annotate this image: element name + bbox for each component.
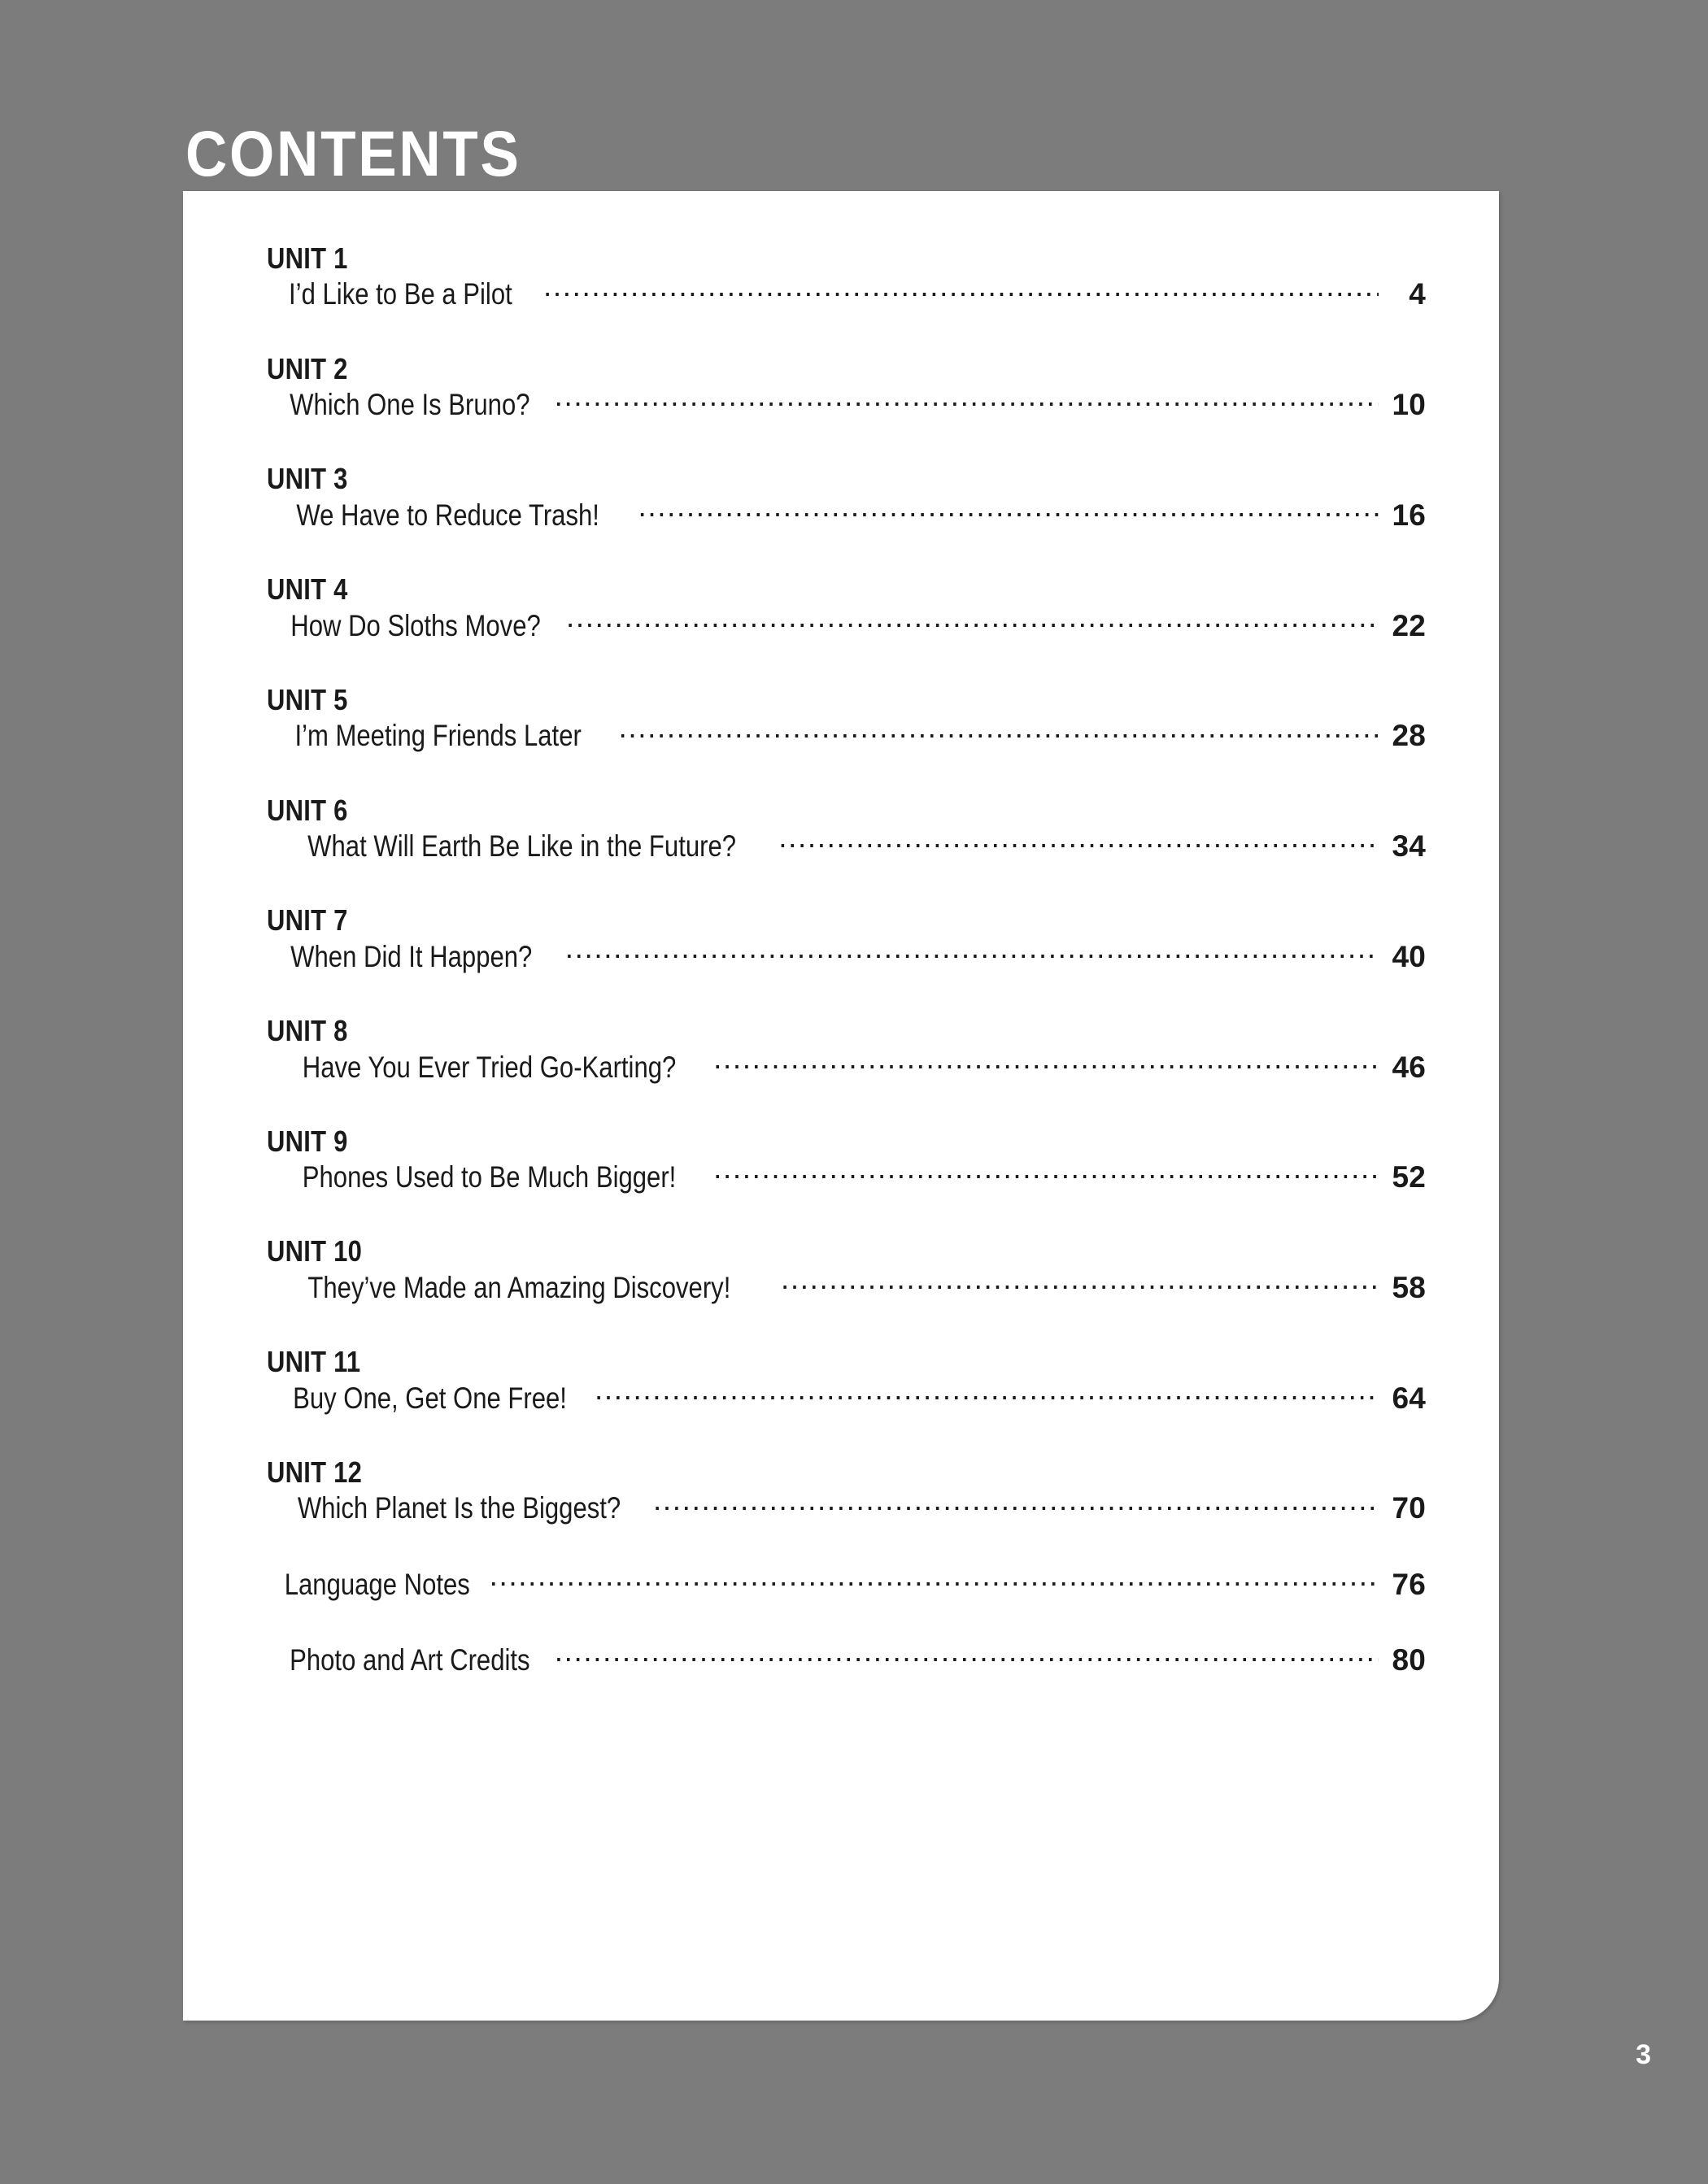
toc-entry-page-number: 34 [1392,829,1426,864]
toc-entry[interactable] [267,1642,1426,1679]
toc-entry[interactable] [267,241,1426,314]
toc-entry[interactable] [267,903,1426,976]
toc-entry-line[interactable] [267,1566,1426,1603]
toc-entry-title: They’ve Made an Amazing Discovery! [307,1270,731,1304]
toc-entry-line[interactable] [267,1490,1426,1527]
dot-leader [778,843,1379,856]
toc-entry[interactable] [267,1345,1426,1417]
toc-entry-line[interactable] [267,1380,1426,1417]
toc-entry-title: When Did It Happen? [290,939,533,973]
dot-leader [595,1395,1379,1408]
toc-entry-line[interactable] [267,386,1426,424]
dot-leader [565,954,1379,967]
toc-entry[interactable] [267,1014,1426,1086]
toc-entry-page-number: 22 [1392,608,1426,642]
toc-entry-line[interactable] [267,828,1426,865]
page-folio-number: 3 [1636,2039,1651,2070]
toc-entry-line[interactable] [267,1159,1426,1196]
toc-entry-line[interactable] [267,497,1426,534]
toc-entry-title: Which Planet Is the Biggest? [297,1491,621,1525]
toc-entry-page-number: 64 [1392,1381,1426,1415]
unit-label: UNIT 4 [267,572,348,607]
unit-label: UNIT 8 [267,1014,348,1048]
toc-entry-title: How Do Sloths Move? [290,608,541,642]
unit-label: UNIT 6 [267,793,348,827]
unit-label: UNIT 10 [267,1234,363,1268]
unit-label: UNIT 9 [267,1124,348,1158]
dot-leader [781,1285,1379,1298]
toc-entry-page-number: 76 [1392,1567,1426,1601]
unit-label: UNIT 11 [267,1345,361,1379]
toc-entry-line[interactable] [267,276,1426,313]
toc-entry-title: Phones Used to Be Much Bigger! [302,1160,677,1194]
toc-entry-title: I’d Like to Be a Pilot [289,277,512,311]
dot-leader [490,1581,1379,1594]
toc-entry-line[interactable] [267,1269,1426,1307]
dot-leader [543,291,1379,304]
toc-entry-line[interactable] [267,607,1426,645]
toc-entry-page-number: 46 [1392,1050,1426,1084]
dot-leader [713,1064,1379,1077]
toc-entry-page-number: 4 [1409,277,1426,311]
toc-entry[interactable] [267,683,1426,755]
toc-entry[interactable] [267,1234,1426,1307]
contents-panel [183,191,1499,2021]
dot-leader [638,512,1379,525]
toc-entry-page-number: 28 [1392,719,1426,753]
toc-entry-page-number: 80 [1392,1642,1426,1677]
unit-label: UNIT 5 [267,682,348,716]
dot-leader [653,1505,1379,1518]
toc-entry-line[interactable] [267,1049,1426,1086]
page-title: CONTENTS [185,116,521,189]
unit-label: UNIT 3 [267,462,348,496]
dot-leader [713,1174,1379,1187]
dot-leader [555,402,1379,415]
table-of-contents-list [267,241,1426,1679]
toc-entry-title: I’m Meeting Friends Later [294,719,582,753]
toc-entry-page-number: 10 [1392,388,1426,422]
toc-entry-title: What Will Earth Be Like in the Future? [307,829,737,864]
toc-entry[interactable] [267,352,1426,424]
toc-entry[interactable] [267,1455,1426,1528]
toc-entry-title: Photo and Art Credits [290,1642,530,1677]
unit-label: UNIT 1 [267,241,348,275]
toc-entry-title: Language Notes [284,1567,470,1601]
toc-entry-page-number: 52 [1392,1160,1426,1194]
toc-entry-title: Have You Ever Tried Go-Karting? [302,1050,677,1084]
toc-entry[interactable] [267,462,1426,534]
toc-entry-line[interactable] [267,717,1426,755]
dot-leader [619,733,1379,746]
toc-entry-page-number: 40 [1392,939,1426,973]
toc-entry[interactable] [267,1566,1426,1603]
toc-entry-line[interactable] [267,1642,1426,1679]
toc-entry-page-number: 58 [1392,1270,1426,1304]
unit-label: UNIT 7 [267,903,348,938]
toc-entry-title: We Have to Reduce Trash! [296,498,599,532]
dot-leader [555,1657,1379,1670]
toc-entry[interactable] [267,794,1426,866]
toc-entry[interactable] [267,572,1426,645]
toc-entry-title: Buy One, Get One Free! [293,1381,567,1415]
toc-entry-page-number: 70 [1392,1491,1426,1525]
toc-entry-page-number: 16 [1392,498,1426,532]
toc-entry-line[interactable] [267,938,1426,976]
unit-label: UNIT 2 [267,351,348,385]
dot-leader [566,623,1379,636]
unit-label: UNIT 12 [267,1455,363,1489]
toc-entry-title: Which One Is Bruno? [290,388,530,422]
toc-entry[interactable] [267,1125,1426,1197]
